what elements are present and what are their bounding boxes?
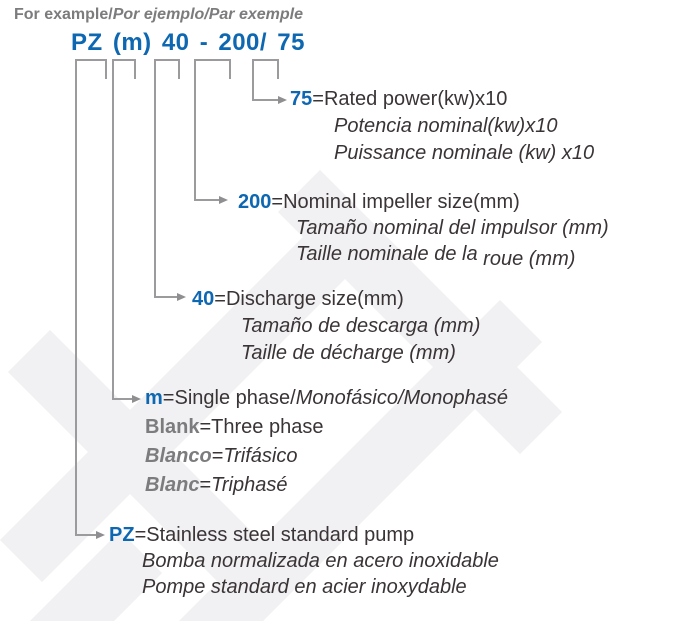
model-code: PZ (m) 40 - 200/ 75 [71, 29, 305, 56]
legend-discharge-size [192, 286, 480, 367]
equals-sign: = [214, 288, 226, 310]
example-heading [14, 6, 303, 24]
variant-val: Triphasé [211, 474, 288, 496]
equals-sign: = [199, 416, 212, 438]
code-token-pz: PZ [109, 524, 135, 546]
desc-es: Potencia nominal(kw)x10 [334, 115, 558, 137]
code-token-40: 40 [192, 288, 215, 310]
desc-en: Single phase/ [174, 387, 296, 409]
variant-key: Blanc [145, 474, 200, 496]
variant-blanc [145, 471, 508, 500]
desc-en: Nominal impeller size(mm) [283, 191, 520, 213]
equals-sign: = [134, 524, 147, 546]
equals-sign: = [199, 474, 212, 496]
desc-en: Discharge size(mm) [225, 288, 404, 310]
code-token-200: 200 [238, 191, 272, 213]
example-heading-en: For example/ [14, 6, 113, 23]
desc-es: Tamaño nominal del impulsor (mm) [296, 217, 609, 239]
desc-es: Tamaño de descarga (mm) [241, 315, 481, 337]
desc-intl: Monofásico/Monophasé [295, 387, 509, 409]
example-heading-intl: Por ejemplo/Par exemple [112, 6, 304, 23]
equals-sign: = [271, 191, 284, 213]
code-token-m: m [145, 387, 163, 409]
variant-val: Trifásico [223, 445, 298, 467]
variant-val: Three phase [211, 416, 324, 438]
desc-fr [296, 241, 609, 270]
legend-line-en [192, 286, 480, 313]
legend-impeller-size [238, 189, 609, 270]
desc-fr-pre: Taille nominale de la [296, 243, 484, 265]
equals-sign: = [312, 88, 324, 110]
equals-sign: = [162, 387, 175, 409]
legend-line-en [290, 86, 594, 113]
code-token-75: 75 [290, 88, 313, 110]
legend-phase [145, 384, 508, 500]
desc-en: Rated power(kw)x10 [323, 88, 508, 110]
variant-key: Blank [145, 416, 200, 438]
variant-key: Blanco [145, 445, 212, 467]
legend-rated-power [290, 86, 594, 167]
desc-fr-sub: roue (mm) [483, 248, 576, 270]
variant-blank [145, 413, 508, 442]
equals-sign: = [211, 445, 224, 467]
desc-fr: Taille de décharge (mm) [241, 342, 456, 364]
legend-line-en [145, 384, 508, 413]
desc-fr: Pompe standard en acier inoxydable [142, 576, 467, 598]
legend-line-en [109, 522, 499, 548]
variant-blanco [145, 442, 508, 471]
desc-en: Stainless steel standard pump [146, 524, 415, 546]
desc-es: Bomba normalizada en acero inoxidable [142, 550, 499, 572]
desc-fr: Puissance nominale (kw) x10 [334, 142, 595, 164]
legend-pump-type [109, 522, 499, 600]
legend-line-en [238, 189, 609, 215]
